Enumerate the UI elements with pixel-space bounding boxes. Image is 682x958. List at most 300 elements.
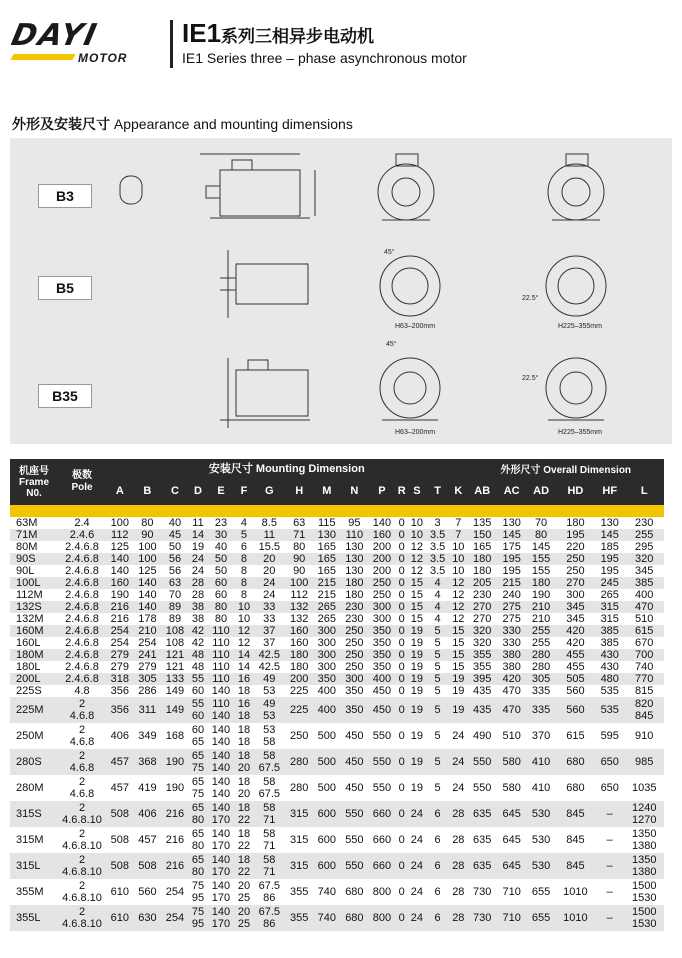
table-cell xyxy=(497,853,526,879)
table-cell: 315 xyxy=(595,601,624,613)
table-cell: 165 xyxy=(313,565,341,577)
dim-value: 349 xyxy=(138,730,157,742)
dim-value: 645 xyxy=(502,808,521,820)
table-cell: 330 xyxy=(497,625,526,637)
table-cell: 110 xyxy=(207,637,235,649)
table-cell: 23 xyxy=(207,517,235,529)
pole-value: 2 xyxy=(78,828,86,840)
table-cell xyxy=(468,827,497,853)
table-cell xyxy=(426,801,449,827)
table-cell: 133 xyxy=(161,673,189,685)
table-cell xyxy=(497,905,526,931)
table-cell: 215 xyxy=(497,577,526,589)
dim-value: 71 xyxy=(263,814,276,826)
table-cell: 200L xyxy=(10,673,58,685)
table-cell: 4 xyxy=(426,589,449,601)
table-row xyxy=(10,589,664,601)
table-cell: 215 xyxy=(313,577,341,589)
col-header-p: P xyxy=(368,477,396,505)
table-cell: 56 xyxy=(161,553,189,565)
b5-flange-small xyxy=(380,256,440,316)
table-cell: 400 xyxy=(313,685,341,697)
table-cell: 210 xyxy=(134,625,162,637)
table-cell: 700 xyxy=(624,649,664,661)
col-header-k: K xyxy=(449,477,467,505)
table-cell: 11 xyxy=(253,529,285,541)
table-cell xyxy=(426,853,449,879)
table-cell: 230 xyxy=(624,517,664,529)
table-cell: 5 xyxy=(235,529,253,541)
dim-value: 530 xyxy=(531,834,551,846)
dim-value: 0 xyxy=(398,704,405,716)
table-cell xyxy=(624,853,664,879)
dim-value: 370 xyxy=(531,730,551,742)
dim-value: 680 xyxy=(345,912,364,924)
table-cell xyxy=(189,723,207,749)
table-cell: 0 xyxy=(396,589,408,601)
dim-value: 457 xyxy=(138,834,157,846)
dim-value: 75 xyxy=(191,906,205,918)
dim-value: 470 xyxy=(502,704,521,716)
dim-value: 315 xyxy=(290,860,309,872)
table-cell: 12 xyxy=(408,541,426,553)
dim-value: 67.5 xyxy=(258,906,280,918)
table-cell xyxy=(449,801,467,827)
header xyxy=(0,0,682,80)
table-cell: 2.4.6.8 xyxy=(58,601,106,613)
dim-value: 254 xyxy=(165,912,185,924)
table-cell: 40 xyxy=(207,541,235,553)
table-cell: 48 xyxy=(189,661,207,673)
table-row xyxy=(10,827,664,853)
dim-value: 510 xyxy=(502,730,521,742)
table-cell: 28 xyxy=(189,577,207,589)
table-cell xyxy=(10,801,58,827)
table-cell: 71M xyxy=(10,529,58,541)
dim-value: 410 xyxy=(531,782,551,794)
table-cell xyxy=(207,775,235,801)
table-cell: 430 xyxy=(595,649,624,661)
dim-value: 110 xyxy=(212,698,230,710)
table-cell xyxy=(368,697,396,723)
table-cell: 100 xyxy=(134,553,162,565)
b35-side-view xyxy=(236,370,308,416)
table-cell: 160L xyxy=(10,637,58,649)
table-cell xyxy=(341,905,369,931)
dim-value: 80 xyxy=(191,814,205,826)
dim-value: 216 xyxy=(165,808,185,820)
table-cell xyxy=(408,801,426,827)
table-cell xyxy=(106,697,134,723)
table-cell: 395 xyxy=(468,673,497,685)
dim-value: 730 xyxy=(473,886,492,898)
table-cell xyxy=(408,723,426,749)
table-cell: 2.4.6.8 xyxy=(58,625,106,637)
table-cell: 121 xyxy=(161,649,189,661)
table-cell: 305 xyxy=(526,673,555,685)
dim-value: 845 xyxy=(566,834,585,846)
table-cell: 435 xyxy=(468,685,497,697)
frame-header-no: N0. xyxy=(26,487,42,499)
table-cell: 430 xyxy=(595,661,624,673)
dim-value: 22 xyxy=(237,840,251,852)
dim-value: 508 xyxy=(110,808,129,820)
table-cell: 0 xyxy=(396,649,408,661)
table-cell: 19 xyxy=(408,649,426,661)
table-cell: 380 xyxy=(497,661,526,673)
dim-value: 280 xyxy=(290,782,309,794)
table-cell: 125 xyxy=(106,541,134,553)
table-cell: 4 xyxy=(235,517,253,529)
dim-value: 315 xyxy=(290,834,309,846)
table-cell: 286 xyxy=(134,685,162,697)
table-cell xyxy=(396,775,408,801)
dim-value: 140 xyxy=(211,828,231,840)
table-cell: 250 xyxy=(341,637,369,649)
table-cell: 320 xyxy=(468,637,497,649)
table-cell xyxy=(313,775,341,801)
pole-value: 2 xyxy=(78,776,86,788)
overall-header: 外形尺寸 Overall Dimension xyxy=(468,459,664,477)
dim-value: 58 xyxy=(263,802,276,814)
table-cell xyxy=(58,905,106,931)
title-en: IE1 Series three – phase asynchronous motor xyxy=(182,50,467,66)
table-cell: 240 xyxy=(497,589,526,601)
table-cell: 0 xyxy=(396,541,408,553)
dim-value: 610 xyxy=(110,886,129,898)
col-header-hf: HF xyxy=(595,477,624,505)
table-cell: 130 xyxy=(497,517,526,529)
table-cell: 90 xyxy=(285,553,313,565)
dim-value: 457 xyxy=(110,782,129,794)
pole-value: 2 xyxy=(78,880,86,892)
dim-value: 75 xyxy=(191,762,205,774)
table-cell xyxy=(426,749,449,775)
brand-sub: MOTOR xyxy=(78,51,128,65)
table-cell: 241 xyxy=(134,649,162,661)
table-cell xyxy=(10,749,58,775)
dim-value: 80 xyxy=(191,866,205,878)
pole-value: 4.6.8.10 xyxy=(62,814,102,826)
table-cell xyxy=(161,697,189,723)
table-cell: 110 xyxy=(207,661,235,673)
dim-value: 20 xyxy=(237,880,251,892)
table-cell: 15 xyxy=(449,661,467,673)
col-header-g: G xyxy=(253,477,285,505)
dim-value: 680 xyxy=(345,886,364,898)
table-cell: 37 xyxy=(253,637,285,649)
table-cell xyxy=(556,801,595,827)
table-cell: 19 xyxy=(189,541,207,553)
table-cell xyxy=(207,801,235,827)
table-cell: 140 xyxy=(207,685,235,697)
table-cell: 305 xyxy=(134,673,162,685)
pole-value: 4.6.8 xyxy=(69,710,95,722)
table-cell: 195 xyxy=(595,553,624,565)
pole-value: 2 xyxy=(78,724,86,736)
table-cell: 160 xyxy=(106,577,134,589)
dim-value: 550 xyxy=(372,782,392,794)
table-cell: 300 xyxy=(341,673,369,685)
dim-value: 20 xyxy=(237,906,251,918)
table-cell xyxy=(134,697,162,723)
dim-value: 660 xyxy=(372,808,392,820)
table-cell: 345 xyxy=(556,601,595,613)
table-cell xyxy=(285,697,313,723)
table-cell: 80M xyxy=(10,541,58,553)
table-cell xyxy=(58,827,106,853)
dim-value: 65 xyxy=(191,828,205,840)
table-cell: 160 xyxy=(368,529,396,541)
pole-header-en: Pole xyxy=(71,482,93,493)
table-cell: 216 xyxy=(106,601,134,613)
dim-value: 25 xyxy=(237,892,251,904)
dim-value: 18 xyxy=(237,724,251,736)
brand-word: DAYI xyxy=(8,18,102,53)
model-name: IE1 xyxy=(182,18,222,48)
table-cell xyxy=(134,775,162,801)
dim-value: 1270 xyxy=(631,814,657,826)
dim-value: 650 xyxy=(600,782,619,794)
dim-value: 58 xyxy=(263,736,276,748)
table-cell xyxy=(253,827,285,853)
table-cell xyxy=(368,723,396,749)
dim-value: 600 xyxy=(317,808,336,820)
table-cell xyxy=(235,723,253,749)
table-cell: 19 xyxy=(408,625,426,637)
frame-value: 280S xyxy=(16,756,42,768)
table-cell: 5 xyxy=(426,685,449,697)
dim-value: 595 xyxy=(600,730,619,742)
table-cell xyxy=(468,905,497,931)
dim-value: 18 xyxy=(237,750,251,762)
table-cell: 230 xyxy=(468,589,497,601)
table-cell: 130 xyxy=(341,565,369,577)
table-cell: 295 xyxy=(624,541,664,553)
table-cell: 165 xyxy=(468,541,497,553)
dim-value: 95 xyxy=(191,892,205,904)
dim-value: 660 xyxy=(372,834,392,846)
table-cell xyxy=(624,749,664,775)
table-cell: 100 xyxy=(285,577,313,589)
table-cell: 230 xyxy=(341,601,369,613)
dim-value: 368 xyxy=(138,756,157,768)
table-cell: 160M xyxy=(10,625,58,637)
dim-value: 0 xyxy=(398,912,405,924)
table-cell: 19 xyxy=(408,637,426,649)
table-cell: 300 xyxy=(313,661,341,673)
dim-value: 58 xyxy=(263,828,276,840)
table-row xyxy=(10,529,664,541)
dim-value: 610 xyxy=(110,912,129,924)
dim-value: 75 xyxy=(191,788,205,800)
dim-value: 58 xyxy=(263,776,276,788)
dim-value: 1350 xyxy=(631,828,657,840)
dim-value: 635 xyxy=(473,834,492,846)
table-cell: 165 xyxy=(313,553,341,565)
yellow-divider xyxy=(10,505,664,517)
dim-value: 1010 xyxy=(563,886,588,898)
dim-value: 250 xyxy=(290,730,309,742)
table-cell xyxy=(526,697,555,723)
table-cell: 345 xyxy=(556,613,595,625)
col-header-ac: AC xyxy=(497,477,526,505)
dim-value: 140 xyxy=(211,724,231,736)
table-cell xyxy=(556,905,595,931)
table-cell: 11 xyxy=(189,517,207,529)
dim-value: 820 xyxy=(635,698,654,710)
table-cell xyxy=(449,775,467,801)
shaft-end-drawing xyxy=(120,176,142,204)
dim-value: 6 xyxy=(434,834,441,846)
table-cell xyxy=(313,879,341,905)
table-cell: 45 xyxy=(161,529,189,541)
table-cell: 200 xyxy=(285,673,313,685)
table-cell xyxy=(58,749,106,775)
dim-value: 600 xyxy=(317,860,336,872)
dim-value: 0 xyxy=(398,782,405,794)
table-cell xyxy=(396,749,408,775)
table-cell: 90L xyxy=(10,565,58,577)
dim-value: 1035 xyxy=(631,782,657,794)
table-cell xyxy=(526,801,555,827)
dim-value: 6 xyxy=(434,886,441,898)
table-cell: 2.4 xyxy=(58,517,106,529)
dim-value: 24 xyxy=(452,730,465,742)
dim-value: 419 xyxy=(138,782,157,794)
dim-value: 550 xyxy=(345,808,364,820)
dim-value: 710 xyxy=(502,912,521,924)
table-cell xyxy=(189,775,207,801)
dim-value: 508 xyxy=(110,834,129,846)
table-cell: 4 xyxy=(426,577,449,589)
table-cell: 3 xyxy=(426,517,449,529)
dim-value: 140 xyxy=(211,880,231,892)
frame-header-en: Frame xyxy=(18,476,49,488)
table-row xyxy=(10,565,664,577)
table-cell xyxy=(341,853,369,879)
table-cell: 254 xyxy=(106,625,134,637)
dim-value: 655 xyxy=(531,886,551,898)
table-cell xyxy=(313,853,341,879)
table-cell xyxy=(526,827,555,853)
table-cell: 180L xyxy=(10,661,58,673)
table-cell: 80 xyxy=(207,613,235,625)
table-cell xyxy=(595,827,624,853)
col-header-r: R xyxy=(396,477,408,505)
table-cell: 12 xyxy=(449,589,467,601)
dim-value: 65 xyxy=(191,750,205,762)
table-cell xyxy=(526,749,555,775)
table-cell: 255 xyxy=(526,637,555,649)
table-cell: 195 xyxy=(595,565,624,577)
dim-value: 170 xyxy=(211,840,231,852)
table-cell: 2.4.6 xyxy=(58,529,106,541)
table-cell: 0 xyxy=(396,565,408,577)
table-cell xyxy=(106,775,134,801)
table-cell: 300 xyxy=(368,613,396,625)
dim-value: 650 xyxy=(600,756,619,768)
table-cell: 0 xyxy=(396,517,408,529)
table-cell: 5 xyxy=(426,673,449,685)
table-cell: 420 xyxy=(556,625,595,637)
table-cell: 42 xyxy=(189,625,207,637)
table-cell: 350 xyxy=(341,685,369,697)
table-cell: 265 xyxy=(595,589,624,601)
table-cell: 108 xyxy=(161,637,189,649)
table-cell: 18 xyxy=(235,685,253,697)
pole-value: 2 xyxy=(78,698,86,710)
dim-value: 19 xyxy=(452,704,465,716)
dim-value: 1240 xyxy=(631,802,657,814)
table-cell: 50 xyxy=(161,541,189,553)
dim-value: 635 xyxy=(473,860,492,872)
h63-label: H63–200mm xyxy=(395,323,436,330)
dim-value: 490 xyxy=(473,730,492,742)
table-cell: 56 xyxy=(161,565,189,577)
table-cell: 63 xyxy=(161,577,189,589)
dim-value: 18 xyxy=(237,736,251,748)
dim-value: 18 xyxy=(237,776,251,788)
table-cell xyxy=(58,775,106,801)
table-cell xyxy=(396,801,408,827)
table-cell: 140 xyxy=(134,601,162,613)
table-cell: 60 xyxy=(207,577,235,589)
table-cell: 3.5 xyxy=(426,541,449,553)
dim-value: 168 xyxy=(165,730,185,742)
table-cell: 210 xyxy=(526,613,555,625)
table-cell: 265 xyxy=(313,601,341,613)
table-cell xyxy=(556,853,595,879)
dim-value: 910 xyxy=(635,730,654,742)
table-cell: 80 xyxy=(134,517,162,529)
mounting-drawings xyxy=(10,138,672,444)
title-cn: 系列三相异步电动机 xyxy=(221,27,375,46)
table-cell: 16 xyxy=(235,673,253,685)
table-cell: 14 xyxy=(189,529,207,541)
table-cell xyxy=(207,749,235,775)
table-cell xyxy=(134,827,162,853)
table-cell xyxy=(285,775,313,801)
pole-value: 2 xyxy=(78,802,86,814)
table-cell xyxy=(408,853,426,879)
table-cell: 165 xyxy=(313,541,341,553)
table-cell xyxy=(106,879,134,905)
b3-side-view xyxy=(220,170,300,216)
table-cell xyxy=(556,879,595,905)
col-header-d: D xyxy=(189,477,207,505)
table-cell xyxy=(10,723,58,749)
table-cell xyxy=(313,697,341,723)
table-cell: 740 xyxy=(624,661,664,673)
table-cell: 400 xyxy=(624,589,664,601)
table-cell: 4 xyxy=(426,613,449,625)
table-cell: 24 xyxy=(189,553,207,565)
table-cell xyxy=(449,723,467,749)
table-cell xyxy=(10,775,58,801)
table-cell: 38 xyxy=(189,613,207,625)
table-cell xyxy=(624,775,664,801)
dim-value: 140 xyxy=(211,750,231,762)
h225-label: H225–355mm xyxy=(558,323,602,330)
table-cell xyxy=(106,749,134,775)
table-cell: 255 xyxy=(624,529,664,541)
table-cell xyxy=(58,879,106,905)
table-cell xyxy=(556,697,595,723)
dim-value: 645 xyxy=(502,860,521,872)
table-cell: 55 xyxy=(189,673,207,685)
table-cell xyxy=(368,801,396,827)
